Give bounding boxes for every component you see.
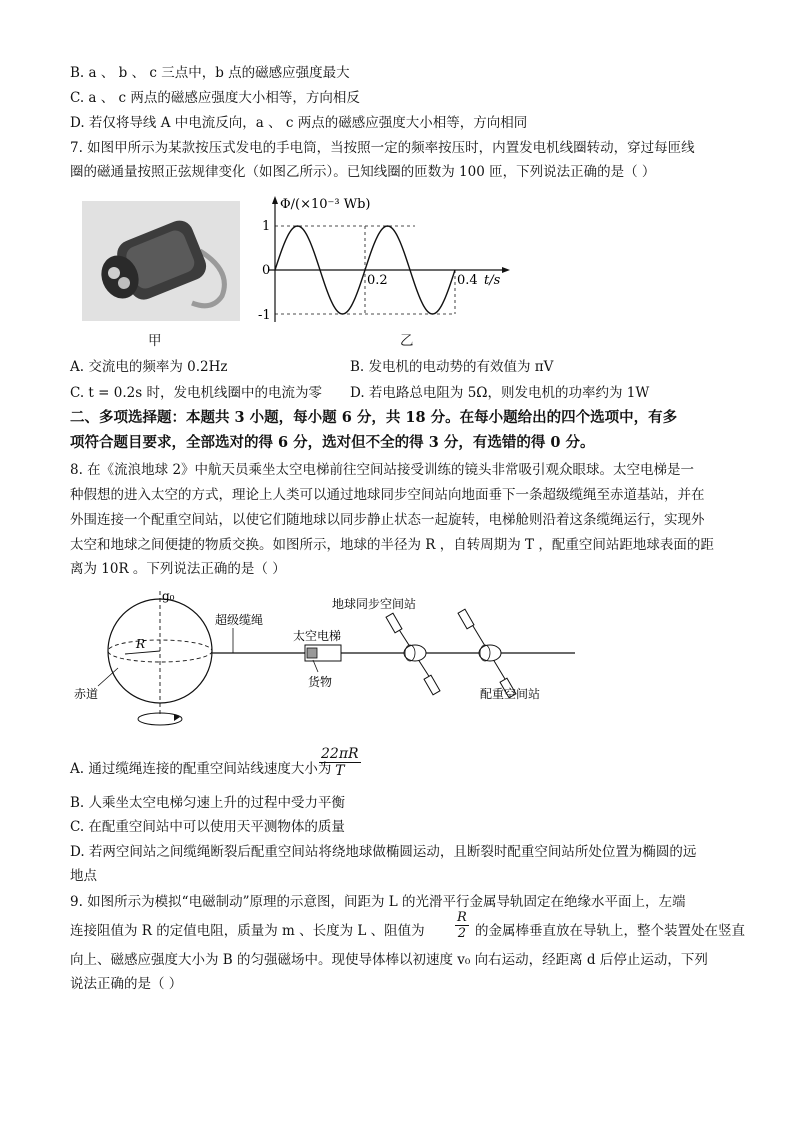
q7-option-a: A. 交流电的频率为 0.2Hz [70, 359, 228, 375]
geo-station-icon [386, 613, 440, 695]
flux-sine-graph [250, 192, 520, 327]
q9-fraction-numerator: R [457, 910, 467, 925]
graph-ylabel: Φ/(×10⁻³ Wb) [280, 197, 371, 212]
q8-stem-line3: 外围连接一个配重空间站，以使它们随地球以同步静止状态一起旋转，电梯舱则沿着这条缆绳运行，实现外 [70, 512, 705, 528]
fig-elevator-label: 太空电梯 [293, 629, 342, 643]
fig-equator: 赤道 [74, 687, 99, 701]
graph-tick-x1: 0.2 [367, 273, 388, 288]
q8-option-c: C. 在配重空间站中可以使用天平测物体的质量 [70, 819, 345, 835]
prev-option-d: D. 若仅将导线 A 中电流反向，a 、 c 两点的磁感应强度大小相等，方向相同 [70, 115, 528, 131]
graph-xlabel: t/s [484, 273, 501, 288]
fig-geo-station-label: 地球同步空间站 [332, 597, 417, 611]
q7-caption-left: 甲 [148, 333, 162, 349]
q9-stem-line4: 说法正确的是（ ） [70, 976, 183, 992]
q8-option-a-numerator: 22πR [321, 746, 359, 762]
prev-option-c: C. a 、 c 两点的磁感应强度大小相等，方向相反 [70, 90, 360, 106]
q7-option-b: B. 发电机的电动势的有效值为 πV [350, 359, 554, 375]
q8-stem-line1: 8. 在《流浪地球 2》中航天员乘坐太空电梯前往空间站接受训练的镜头非常吸引观众眼球。太空电梯是一 [70, 462, 695, 478]
q9-stem-line1: 9. 如图所示为模拟“电磁制动”原理的示意图，间距为 L 的光滑平行金属导轨固定在绝缘水平面上，左端 [70, 894, 686, 910]
fig-cargo-label: 货物 [308, 675, 333, 689]
q7-stem-line1: 7. 如图甲所示为某款按压式发电的手电筒，当按照一定的频率按压时，内置发电机线圈转动，穿过每匝线 [70, 140, 695, 156]
fig-counterweight-label: 配重空间站 [480, 687, 541, 701]
fig-cable-label: 超级缆绳 [215, 613, 264, 627]
q8-option-a-fraction [319, 746, 361, 779]
flashlight-photo [82, 201, 240, 321]
q9-stem-line2b: 的金属棒垂直放在导轨上，整个装置处在竖直 [475, 923, 745, 939]
q7-option-c: C. t = 0.2s 时，发电机线圈中的电流为零 [70, 385, 322, 401]
graph-tick-y-top: 1 [262, 219, 271, 234]
q7-stem-line2: 圈的磁通量按照正弦规律变化（如图乙所示）。已知线圈的匝数为 100 匝，下列说法正确的是（ ） [70, 164, 656, 180]
section2-heading-line2: 项符合题目要求，全部选对的得 6 分，选对但不全的得 3 分，有选错的得 0 分。 [70, 434, 595, 451]
section2-heading-line1: 二、多项选择题：本题共 3 小题，每小题 6 分，共 18 分。在每小题给出的四个选项中，有多 [70, 409, 678, 426]
q9-stem-line2a: 连接阻值为 R 的定值电阻，质量为 m 、长度为 L 、阻值为 [70, 923, 425, 939]
graph-tick-x2: 0.4 [457, 273, 478, 288]
q9-stem-line3: 向上、磁感应强度大小为 B 的匀强磁场中。现使导体棒以初速度 v₀ 向右运动，经距离 d 后停止运动，下列 [70, 952, 708, 968]
q8-option-b: B. 人乘坐太空电梯匀速上升的过程中受力平衡 [70, 795, 346, 811]
q8-stem-line5: 离为 10R 。下列说法正确的是（ ） [70, 561, 286, 577]
q8-option-a: A. 通过缆绳连接的配重空间站线速度大小为 [70, 761, 332, 777]
q7-caption-right: 乙 [400, 333, 414, 349]
space-elevator-figure [70, 586, 630, 736]
q8-option-d-line1: D. 若两空间站之间缆绳断裂后配重空间站将绕地球做椭圆运动，且断裂时配重空间站所处位置为椭圆的远 [70, 844, 697, 860]
q9-fraction-r-over-2 [455, 910, 469, 941]
q7-option-d: D. 若电路总电阻为 5Ω，则发电机的功率约为 1W [350, 385, 650, 401]
q9-fraction-denominator: 2 [457, 926, 467, 941]
fig-g0: g₀ [162, 589, 175, 603]
q8-option-d-line2: 地点 [70, 868, 97, 884]
fig-radius-R: R [136, 637, 146, 651]
q8-option-a-denominator: T [335, 763, 345, 779]
graph-tick-y-bottom: -1 [258, 308, 271, 323]
q8-stem-line4: 太空和地球之间便捷的物质交换。如图所示，地球的半径为 R ，自转周期为 T ，配重空间站距地球表面的距 [70, 537, 714, 553]
graph-tick-zero: 0 [262, 263, 271, 278]
prev-option-b: B. a 、 b 、 c 三点中，b 点的磁感应强度最大 [70, 65, 350, 81]
q8-stem-line2: 种假想的进入太空的方式，理论上人类可以通过地球同步空间站向地面垂下一条超级缆绳至赤道基站，并在 [70, 487, 705, 503]
